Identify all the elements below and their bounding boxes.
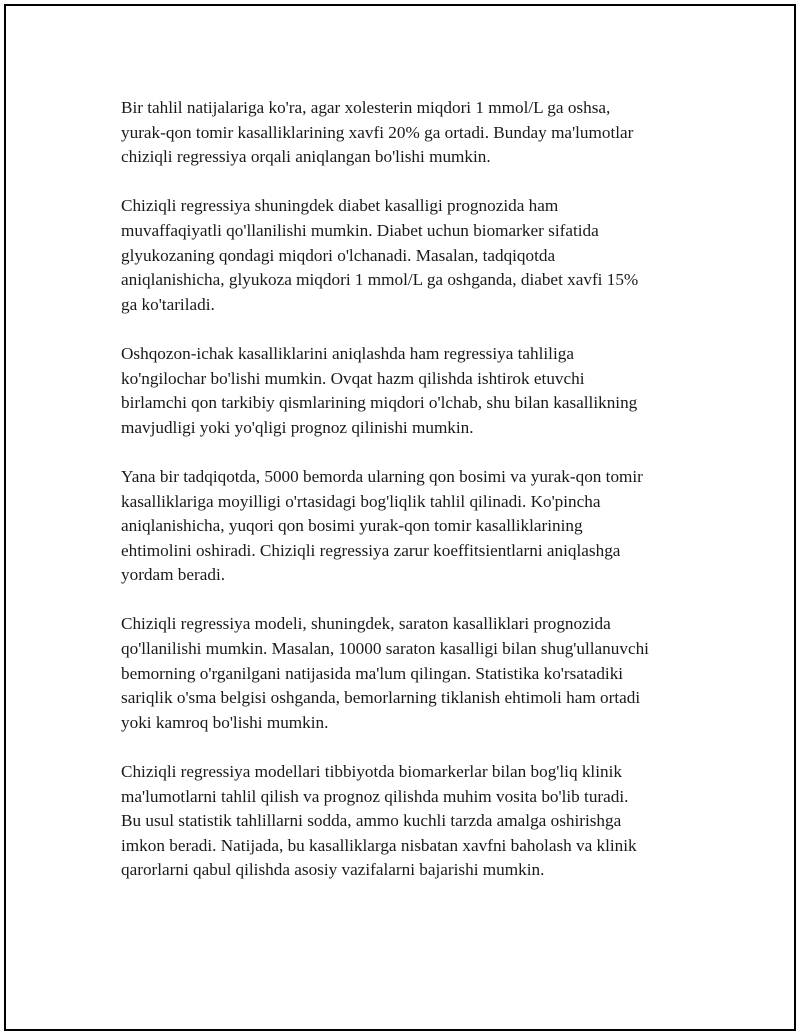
text-line: kasalliklariga moyilligi o'rtasidagi bog'liqlik tahlil qilinadi. Ko'pincha bbox=[121, 491, 601, 511]
text-line: Yana bir tadqiqotda, 5000 bemorda ularning qon bosimi va yurak-qon tomir bbox=[121, 466, 643, 486]
text-line: ko'ngilochar bo'lishi mumkin. Ovqat hazm qilishda ishtirok etuvchi bbox=[121, 368, 585, 388]
paragraph-6 bbox=[121, 760, 701, 883]
page-frame bbox=[4, 4, 796, 1031]
text-line: ma'lumotlarni tahlil qilish va prognoz qilishda muhim vosita bo'lib turadi. bbox=[121, 786, 629, 806]
text-line: qarorlarni qabul qilishda asosiy vazifalarni bajarishi mumkin. bbox=[121, 860, 545, 880]
text-line: Bu usul statistik tahlillarni sodda, ammo kuchli tarzda amalga oshirishga bbox=[121, 811, 622, 831]
text-line: aniqlanishicha, glyukoza miqdori 1 mmol/L ga oshganda, diabet xavfi 15% bbox=[121, 270, 639, 290]
paragraph-2 bbox=[121, 194, 701, 317]
document-body bbox=[121, 96, 701, 908]
text-line: glyukozaning qondagi miqdori o'lchanadi. Masalan, tadqiqotda bbox=[121, 245, 556, 265]
paragraph-1 bbox=[121, 96, 701, 170]
text-line: sariqlik o'sma belgisi oshganda, bemorlarning tiklanish ehtimoli ham ortadi bbox=[121, 688, 641, 708]
text-line: aniqlanishicha, yuqori qon bosimi yurak-qon tomir kasalliklarining bbox=[121, 516, 583, 536]
text-line: ga ko'tariladi. bbox=[121, 294, 215, 314]
text-line: yordam beradi. bbox=[121, 565, 226, 585]
text-line: muvaffaqiyatli qo'llanilishi mumkin. Diabet uchun biomarker sifatida bbox=[121, 220, 599, 240]
text-line: qo'llanilishi mumkin. Masalan, 10000 saraton kasalligi bilan shug'ullanuvchi bbox=[121, 639, 649, 659]
text-line: Chiziqli regressiya modeli, shuningdek, saraton kasalliklari prognozida bbox=[121, 614, 611, 634]
text-line: birlamchi qon tarkibiy qismlarining miqdori o'lchab, shu bilan kasallikning bbox=[121, 393, 638, 413]
paragraph-3 bbox=[121, 342, 701, 440]
text-line: bemorning o'rganilgani natijasida ma'lum qilingan. Statistika ko'rsatadiki bbox=[121, 663, 624, 683]
paragraph-5 bbox=[121, 612, 701, 735]
text-line: ehtimolini oshiradi. Chiziqli regressiya zarur koeffitsientlarni aniqlashga bbox=[121, 540, 621, 560]
text-line: Oshqozon-ichak kasalliklarini aniqlashda ham regressiya tahliliga bbox=[121, 343, 574, 363]
text-line: yurak-qon tomir kasalliklarining xavfi 20% ga ortadi. Bunday ma'lumotlar bbox=[121, 122, 634, 142]
text-line: Bir tahlil natijalariga ko'ra, agar xolesterin miqdori 1 mmol/L ga oshsa, bbox=[121, 98, 611, 117]
text-line: imkon beradi. Natijada, bu kasalliklarga nisbatan xavfni baholash va klinik bbox=[121, 835, 637, 855]
text-line: Chiziqli regressiya shuningdek diabet kasalligi prognozida ham bbox=[121, 196, 559, 216]
paragraph-4 bbox=[121, 465, 701, 588]
text-line: mavjudligi yoki yo'qligi prognoz qilinishi mumkin. bbox=[121, 417, 474, 437]
text-line: chiziqli regressiya orqali aniqlangan bo'lishi mumkin. bbox=[121, 147, 491, 167]
text-line: yoki kamroq bo'lishi mumkin. bbox=[121, 712, 329, 732]
text-line: Chiziqli regressiya modellari tibbiyotda biomarkerlar bilan bog'liq klinik bbox=[121, 762, 622, 782]
